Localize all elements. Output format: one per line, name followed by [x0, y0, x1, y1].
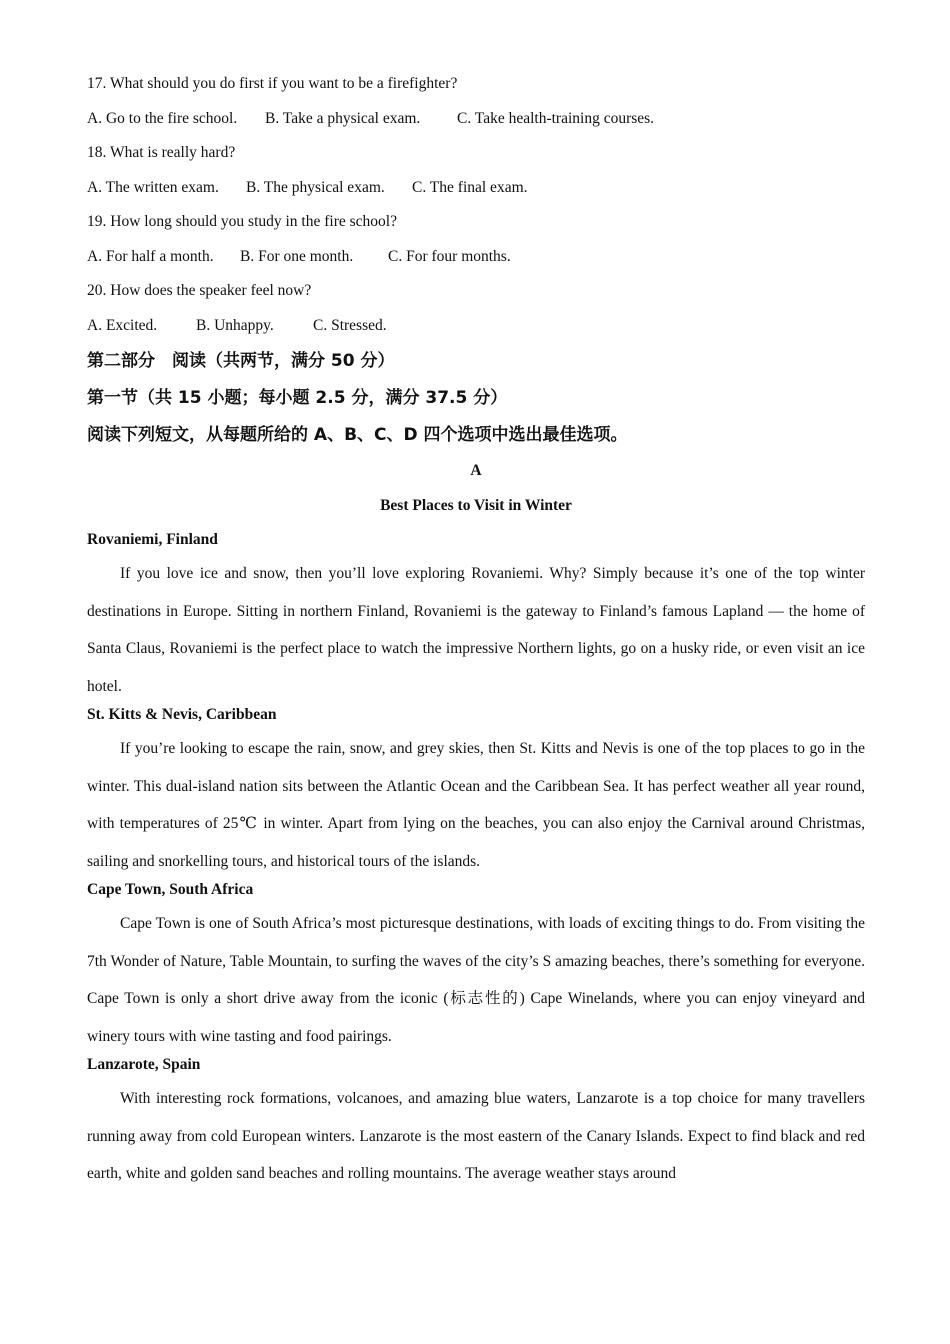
- section-text: If you love ice and snow, then you’ll love exploring Rovaniemi. Why? Simply because it’s one of the top winter destinations in Europe. Sitting in northern Finland, Rovaniemi is the gateway to Finland’s famous Lapland — the home of Santa Claus, Rovaniemi is the perfect place to watch the impressive Northern lights, go on a husky ride, or even visit an ice hotel.: [87, 565, 865, 695]
- option-a: A. For half a month.: [87, 247, 214, 265]
- passage-label: A: [470, 462, 482, 479]
- section-text: With interesting rock formations, volcanoes, and amazing blue waters, Lanzarote is a top choice for many travellers running away from cold European winters. Lanzarote is the most eastern of the Canary Islands. Expect to find black and red earth, white and golden sand beaches and rolling mountains. The average weather stays around: [87, 1090, 865, 1182]
- passage-section-lanzarote: [87, 1055, 865, 1193]
- option-a: A. Excited.: [87, 316, 158, 334]
- option-a: A. Go to the fire school.: [87, 109, 238, 127]
- option-b: B. The physical exam.: [246, 178, 385, 196]
- section-heading: Lanzarote, Spain: [87, 1056, 201, 1073]
- question-20: [87, 281, 865, 336]
- section-heading: St. Kitts & Nevis, Caribbean: [87, 706, 277, 723]
- option-c: C. The final exam.: [412, 178, 528, 196]
- answer-options: [87, 247, 865, 267]
- option-c: C. Take health-training courses.: [457, 109, 655, 127]
- section-text: Cape Town is one of South Africa’s most picturesque destinations, with loads of exciting things to do. From visiting the 7th Wonder of Nature, Table Mountain, to surfing the waves of the city’s S amazing beaches, there’s something for everyone. Cape Town is only a short drive away from the iconic (标志性的) Cape Winelands, where you can enjoy vineyard and winery tours with wine tasting and food pairings.: [87, 915, 865, 1045]
- question-17: [87, 74, 865, 129]
- question-text: 17. What should you do first if you want to be a firefighter?: [87, 75, 458, 92]
- section-text: If you’re looking to escape the rain, snow, and grey skies, then St. Kitts and Nevis is one of the top places to go in the winter. This dual-island nation sits between the Atlantic Ocean and the Caribbean Sea. It has perfect weather all year round, with temperatures of 25℃ in winter. Apart from lying on the beaches, you can also enjoy the Carnival around Christmas, sailing and snorkelling tours, and historical tours of the islands.: [87, 740, 865, 870]
- option-b: B. For one month.: [240, 247, 354, 265]
- option-b: B. Unhappy.: [196, 316, 274, 334]
- instruction: 阅读下列短文，从每题所给的 A、B、C、D 四个选项中选出最佳选项。: [87, 425, 628, 445]
- question-19: [87, 212, 865, 267]
- question-text: 18. What is really hard?: [87, 144, 236, 161]
- option-c: C. Stressed.: [313, 316, 387, 334]
- option-c: C. For four months.: [388, 247, 511, 265]
- passage-title: Best Places to Visit in Winter: [380, 496, 572, 514]
- answer-options: [87, 316, 865, 336]
- section-heading: Cape Town, South Africa: [87, 881, 254, 898]
- section-title: 第一节（共 15 小题；每小题 2.5 分，满分 37.5 分）: [87, 388, 508, 408]
- option-a: A. The written exam.: [87, 178, 219, 196]
- passage-section-rovaniemi: [87, 530, 865, 705]
- answer-options: [87, 178, 865, 198]
- passage-section-cape-town: [87, 880, 865, 1055]
- question-text: 20. How does the speaker feel now?: [87, 282, 312, 299]
- question-text: 19. How long should you study in the fire school?: [87, 213, 397, 230]
- question-18: [87, 143, 865, 198]
- section-heading: Rovaniemi, Finland: [87, 531, 218, 548]
- answer-options: [87, 109, 865, 129]
- option-b: B. Take a physical exam.: [265, 109, 421, 127]
- part-title: 第二部分 阅读（共两节，满分 50 分）: [87, 351, 395, 371]
- exam-page: [87, 74, 865, 1193]
- passage-section-st-kitts: [87, 705, 865, 880]
